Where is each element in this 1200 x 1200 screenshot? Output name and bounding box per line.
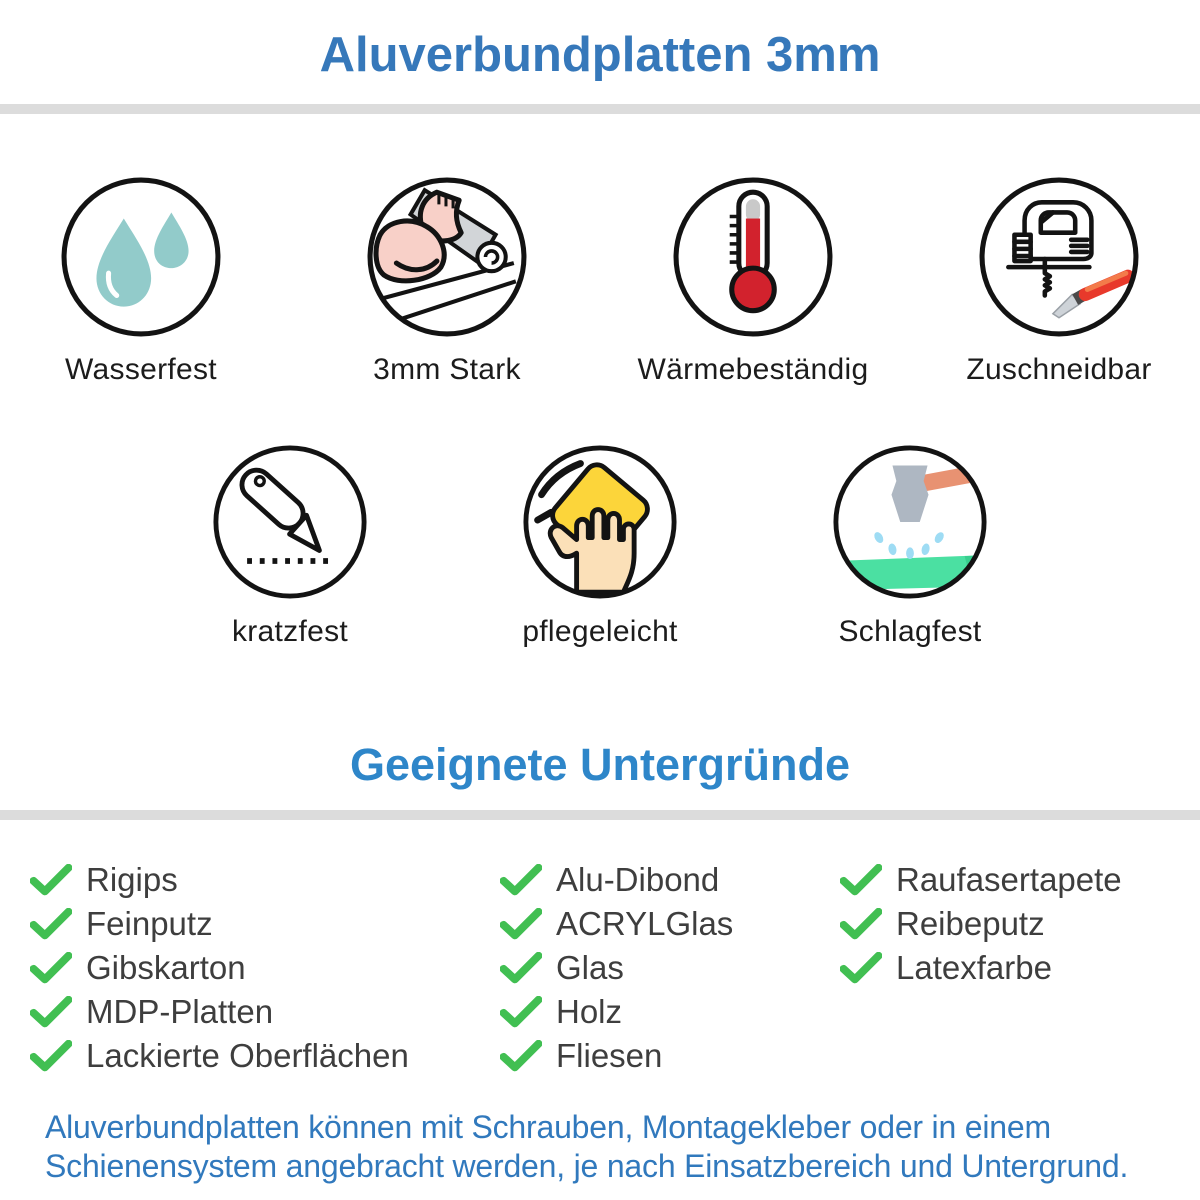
feature-item-pflegeleicht xyxy=(480,444,720,650)
thermometer-icon xyxy=(672,176,834,338)
feature-label: Zuschneidbar xyxy=(966,353,1152,386)
substrates-column-1 xyxy=(30,858,500,1078)
check-icon xyxy=(30,908,72,940)
substrate-label: ACRYLGlas xyxy=(556,905,734,942)
check-icon xyxy=(30,1040,72,1072)
feature-label: pflegeleicht xyxy=(522,615,678,648)
check-icon xyxy=(840,908,882,940)
feature-item-zuschneidbar xyxy=(924,176,1194,388)
jigsaw-icon xyxy=(978,176,1140,338)
check-icon xyxy=(30,952,72,984)
substrate-label: Holz xyxy=(556,993,623,1030)
list-item xyxy=(30,1034,500,1078)
substrate-label: Gibskarton xyxy=(86,949,246,986)
check-icon xyxy=(500,1040,542,1072)
feature-row-1 xyxy=(0,176,1200,388)
feature-label: kratzfest xyxy=(231,615,349,648)
water-drops-icon xyxy=(60,176,222,338)
check-icon xyxy=(500,864,542,896)
divider-middle xyxy=(0,810,1200,820)
muscle-arm-icon xyxy=(366,176,528,338)
substrate-label: Feinputz xyxy=(86,905,213,942)
list-item xyxy=(840,946,1190,990)
substrate-label: Latexfarbe xyxy=(896,949,1052,986)
list-item xyxy=(30,990,500,1034)
feature-item-waermebestaendig xyxy=(618,176,888,388)
feature-label: Wasserfest xyxy=(65,353,217,386)
substrates-checklist xyxy=(0,858,1200,1078)
mounting-note xyxy=(0,1108,1200,1186)
cleaning-hand-icon xyxy=(522,444,678,600)
substrate-label: Rigips xyxy=(86,861,178,898)
check-icon xyxy=(500,908,542,940)
list-item xyxy=(500,1034,840,1078)
feature-item-wasserfest xyxy=(6,176,276,388)
mounting-note-line2: Schienensystem angebracht werden, je nach Einsatzbereich und Untergrund. xyxy=(45,1148,1129,1184)
substrate-label: Glas xyxy=(556,949,624,986)
list-item xyxy=(840,902,1190,946)
list-item xyxy=(500,858,840,902)
substrates-column-3 xyxy=(840,858,1190,1078)
substrate-label: Raufasertapete xyxy=(896,861,1122,898)
feature-item-3mm-stark xyxy=(312,176,582,388)
check-icon xyxy=(840,864,882,896)
substrate-label: Reibeputz xyxy=(896,905,1045,942)
substrate-label: Fliesen xyxy=(556,1037,663,1074)
list-item xyxy=(500,990,840,1034)
feature-label: Wärmebeständig xyxy=(637,353,869,386)
feature-row-2 xyxy=(0,444,1200,650)
substrate-label: MDP-Platten xyxy=(86,993,274,1030)
check-icon xyxy=(500,952,542,984)
section-title-untergruende: Geeignete Untergründe xyxy=(349,739,851,790)
check-icon xyxy=(30,864,72,896)
feature-item-schlagfest xyxy=(790,444,1030,650)
list-item xyxy=(30,902,500,946)
feature-label: Schlagfest xyxy=(838,615,982,648)
list-item xyxy=(500,946,840,990)
mounting-note-line1: Aluverbundplatten können mit Schrauben, Montagekleber oder in einem xyxy=(45,1109,1051,1145)
hammer-icon xyxy=(832,444,988,600)
check-icon xyxy=(500,996,542,1028)
list-item xyxy=(30,946,500,990)
substrate-label: Lackierte Oberflächen xyxy=(86,1037,409,1074)
cutter-knife-icon xyxy=(212,444,368,600)
feature-label: 3mm Stark xyxy=(373,353,521,386)
feature-item-kratzfest xyxy=(170,444,410,650)
list-item xyxy=(30,858,500,902)
substrates-column-2 xyxy=(500,858,840,1078)
check-icon xyxy=(840,952,882,984)
list-item xyxy=(500,902,840,946)
check-icon xyxy=(30,996,72,1028)
substrate-label: Alu-Dibond xyxy=(556,861,720,898)
divider-top xyxy=(0,104,1200,114)
page-title: Aluverbundplatten 3mm xyxy=(319,28,881,82)
list-item xyxy=(840,858,1190,902)
